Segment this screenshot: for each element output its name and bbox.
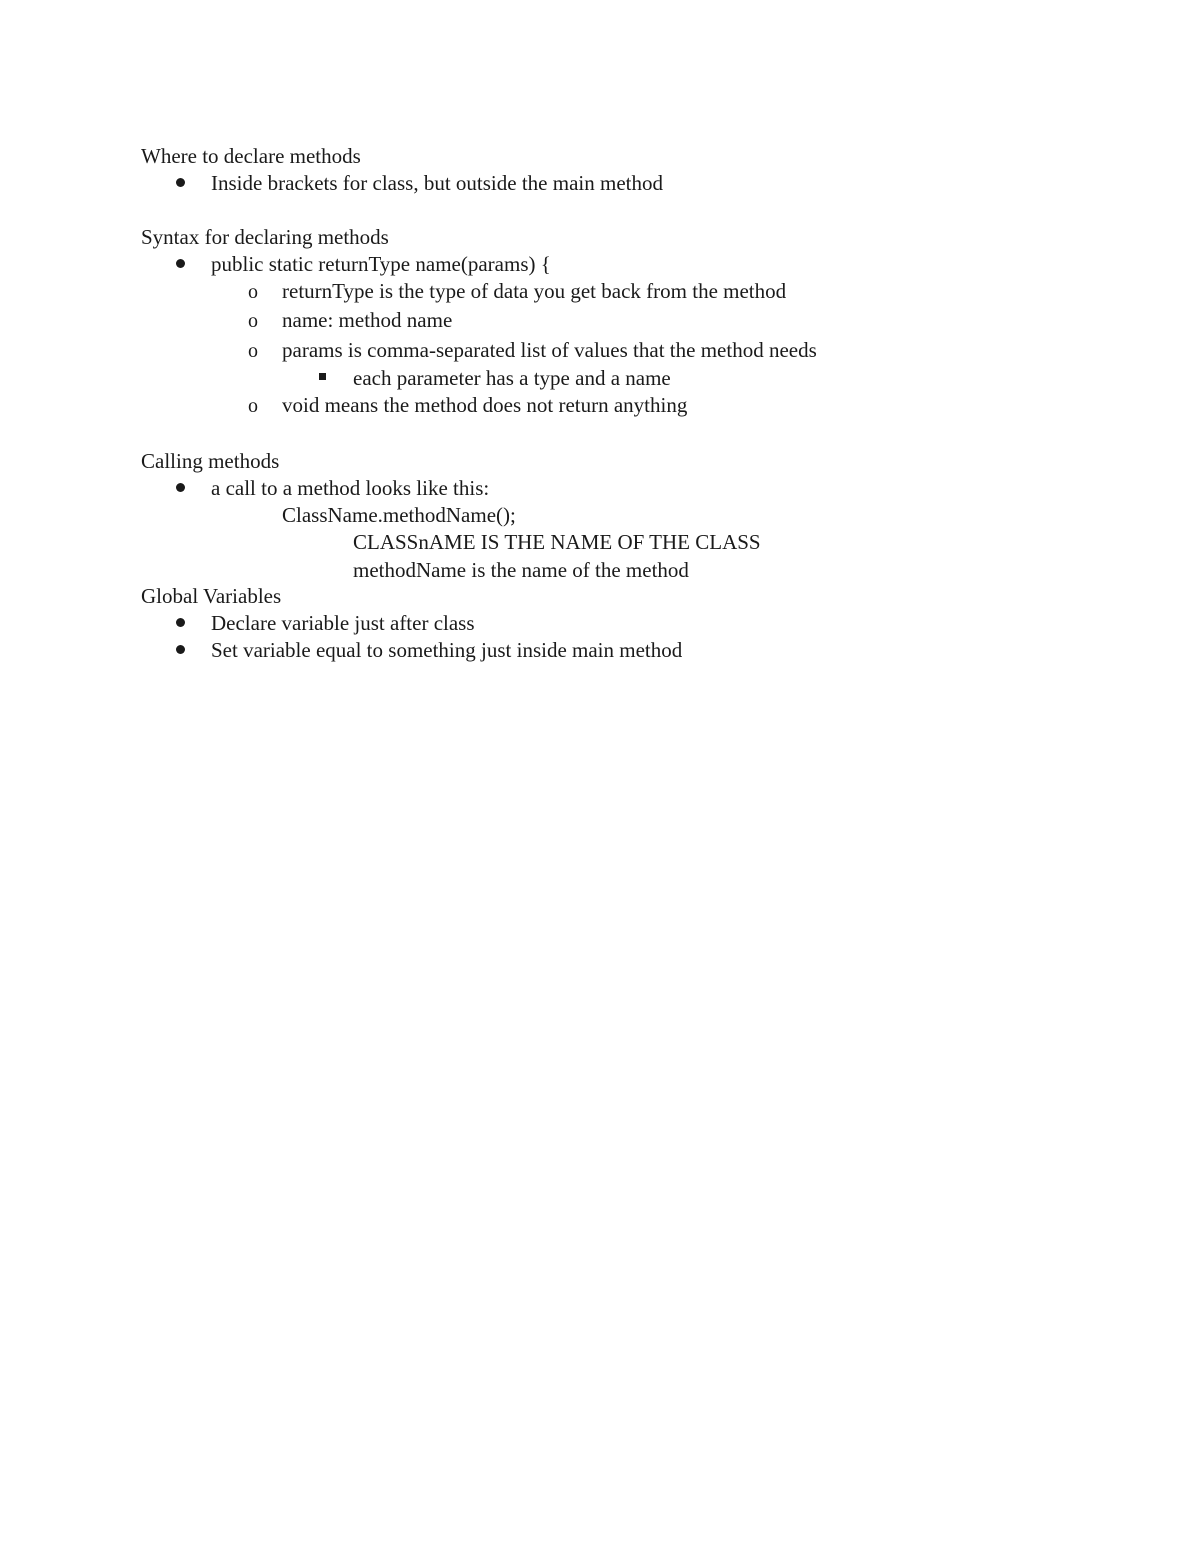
list-item: Set variable equal to something just inside main method — [211, 638, 683, 662]
sub-list-item: returnType is the type of data you get back from the method — [282, 279, 787, 303]
section-heading-where-to-declare: Where to declare methods — [141, 144, 361, 168]
code-line: ClassName.methodName(); — [282, 503, 516, 527]
sub-sub-list-item: each parameter has a type and a name — [353, 366, 671, 390]
code-note: methodName is the name of the method — [353, 558, 689, 582]
sub-list-item: name: method name — [282, 308, 453, 332]
bullet-icon — [176, 259, 185, 268]
sub-bullet-icon: o — [248, 340, 258, 362]
list-item: Declare variable just after class — [211, 611, 475, 635]
list-item: public static returnType name(params) { — [211, 252, 551, 276]
list-item: a call to a method looks like this: — [211, 476, 490, 500]
section-heading-calling-methods: Calling methods — [141, 449, 280, 473]
sub-list-item: params is comma-separated list of values that the method needs — [282, 338, 817, 362]
bullet-icon — [176, 178, 185, 187]
bullet-icon — [176, 645, 185, 654]
sub-bullet-icon: o — [248, 310, 258, 332]
bullet-icon — [176, 483, 185, 492]
sub-bullet-icon: o — [248, 281, 258, 303]
section-heading-global-variables: Global Variables — [141, 584, 282, 608]
sub-bullet-icon: o — [248, 395, 258, 417]
bullet-icon — [176, 618, 185, 627]
list-item: Inside brackets for class, but outside the main method — [211, 171, 663, 195]
code-note: CLASSnAME IS THE NAME OF THE CLASS — [353, 530, 761, 554]
sub-list-item: void means the method does not return anything — [282, 393, 688, 417]
square-bullet-icon — [319, 373, 326, 380]
section-heading-syntax: Syntax for declaring methods — [141, 225, 389, 249]
